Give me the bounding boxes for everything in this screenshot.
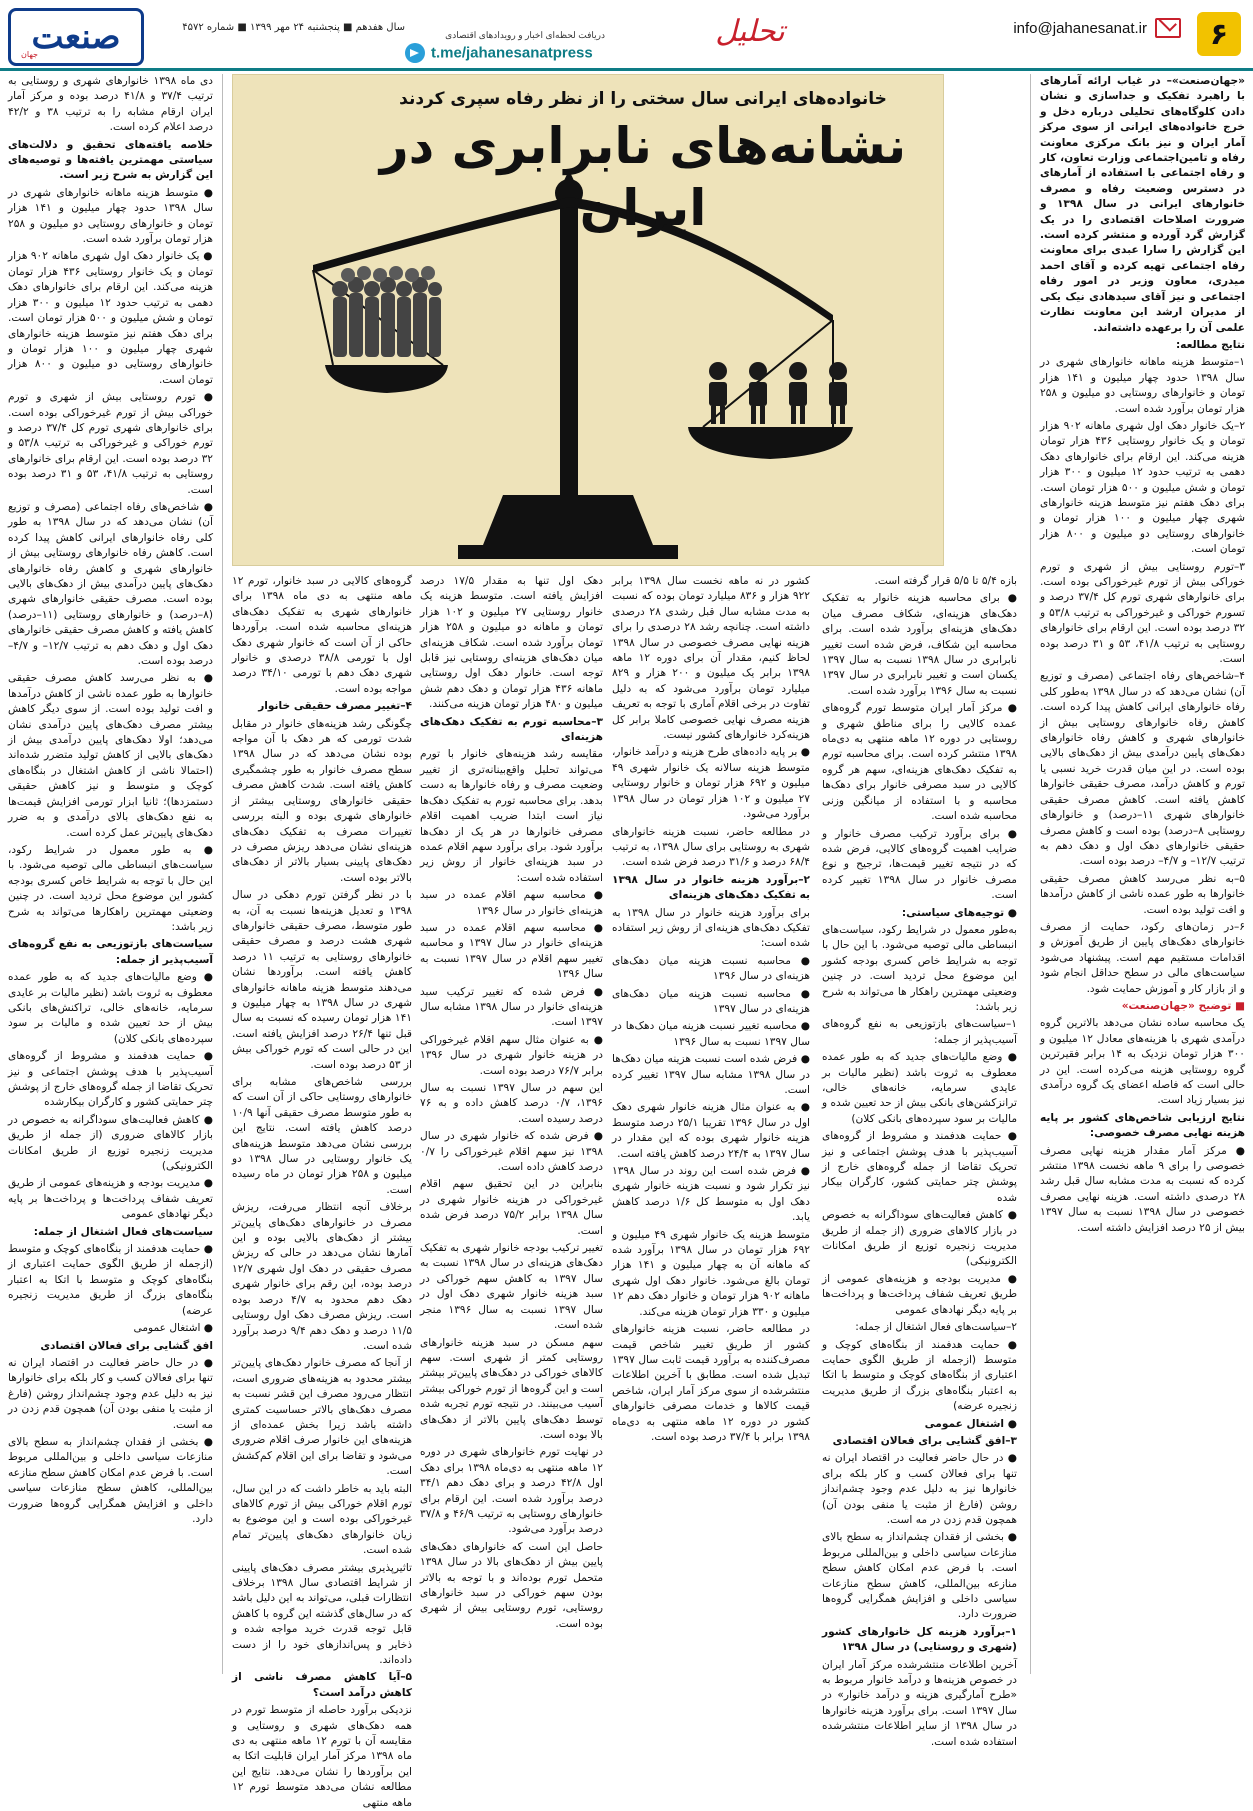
article-paragraph: ● محاسبه سهم اقلام عمده در سبد هزینه‌ای خانوار در سال ۱۳۹۷ و محاسبه تغییر سهم اقلام در سال ۱۳۹۷ نسبت به سال ۱۳۹۶: [420, 921, 603, 981]
email-contact[interactable]: [1013, 18, 1181, 38]
article-paragraph: ● محاسبه نسبت هزینه میان دهک‌های هزینه‌ای در سال ۱۳۹۷: [612, 987, 810, 1015]
article-paragraph: ● به نظر می‌رسد کاهش مصرف حقیقی خانوارها به طور عمده ناشی از کاهش درآمدها و افت تولید بوده است. از سوی دیگر کاهش بیشتر مصرف دهک‌های پایین درآمدی نشان می‌دهد؛ اولا دهک‌های پایین درآمدی بیش از دهک‌های بالایی از کاهش تولید متضرر شده‌اند (احتمالا ناشی از کاهش اشتغال در بنگاه‌های کوچک و متوسط و نیز کاهش حقیقی دستمزدها)؛ ثانیا ابزار تورمی افزایش قیمت‌ها به نفع دهک‌های بالای درآمدی و به ضرر دهک‌های پایین‌تر عمل کرده است.: [8, 672, 213, 839]
article-paragraph: ● بر پایه داده‌های طرح هزینه و درآمد خانوار، متوسط هزینه سالانه یک خانوار شهری ۴۹ میلیون و ۶۹۲ هزار تومان و خانوار روستایی ۲۷ میلیون و ۱۰۲ هزار تومان در سال ۱۳۹۸ برآورد می‌شود.: [612, 746, 810, 821]
column-1: [1040, 74, 1245, 1674]
article-paragraph: مقایسه رشد هزینه‌های خانوار با تورم می‌تواند تحلیل واقع‌بینانه‌تری از تغییر وضعیت مصرف و رفاه خانوارها به دست بدهد. برای محاسبه تورم به تفکیک دهک‌ها نیاز است ابتدا ضریب اهمیت اقلام مصرفی خانوارها در هر یک از دهک‌ها برآورد شود. برای برآورد سهم اقلام عمده در سبد هزینه‌ای خانوار از روش زیر استفاده شده است:: [420, 748, 603, 884]
column-4: [420, 574, 603, 1674]
article-paragraph: ● مدیریت بودجه و هزینه‌های عمومی از طریق تعریف شفاف پرداخت‌ها و پرداخت‌ها بر پایه دیگر نهادهای عمومی: [8, 1177, 213, 1221]
article-paragraph: ۳–محاسبه تورم به تفکیک دهک‌های هزینه‌ای: [420, 715, 603, 744]
column-divider: [222, 74, 223, 1674]
feature-illustration-box: [232, 74, 944, 566]
article-paragraph: چگونگی رشد هزینه‌های خانوار در مقابل شدت تورمی که هر دهک با آن مواجه بوده نشان می‌دهد که در سال ۱۳۹۸ سطح مصرف خانوار به طور چشمگیری کاهش یافته است. شدت کاهش مصرف حقیقی خانوارهای روستایی بیشتر از خانوارهای شهری بوده و البته بررسی تغییرات مصرف به تفکیک دهک‌های هزینه‌ای نشان می‌دهد ریزش مصرف در دهک‌های پایینی بسیار بالاتر از دهک‌های بالاتر بوده است.: [232, 717, 412, 884]
article-paragraph: ● تورم روستایی بیش از شهری و تورم خوراکی بیش از تورم غیرخوراکی بوده است. برای خانوارهای شهری تورم کل ۳۷/۴ درصد و تورم خوراکی و غیرخوراکی به ترتیب ۵۳/۸ و ۳۲ درصد بوده است. این ارقام برای خانوارهای روستایی به ترتیب ۴۱/۸، ۵۳ و ۳۱ درصد بوده است.: [8, 391, 213, 496]
article-paragraph: ● حمایت هدفمند و مشروط از گروه‌های آسیب‌پذیر با هدف پوشش اجتماعی و نیز تحریک تقاضا از جمله گروه‌های خارج از پوشش چتر حمایتی کشور، کارگران بیکار شده: [822, 1130, 1017, 1204]
telegram-caption: دریافت لحظه‌ای اخبار و رویدادهای اقتصادی: [445, 30, 605, 40]
logo-subtext: جهان: [21, 50, 38, 59]
crowd-left: [332, 277, 442, 357]
article-paragraph: سیاست‌های بازتوزیعی به نفع گروه‌های آسیب‌پذیر از جمله:: [8, 938, 213, 966]
article-paragraph: ● توجیه‌های سیاستی:: [901, 906, 1017, 919]
article-paragraph: دهک اول تنها به مقدار ۱۷/۵ درصد افزایش یافته است. متوسط هزینه یک خانوار روستایی ۲۷ میلیون و ۱۰۲ هزار تومان و ماهانه دو میلیون و ۲۵۸ هزار تومان برآورد شده است. شکاف هزینه‌ای میان دهک‌های هزینه‌ای روستایی نیز قابل توجه است. خانوار دهک اول روستایی ماهانه ۴۳۶ هزار تومان و دهک دهم شش میلیون و ۴۸۰ هزار تومان هزینه می‌کنند.: [420, 575, 604, 711]
article-paragraph: آخرین اطلاعات منتشرشده مرکز آمار ایران در خصوص هزینه‌ها و درآمد خانوار مربوط به «طرح آمارگیری هزینه و درآمد خانوار» در سال ۱۳۹۷ است. برای برآورد هزینه خانوارها در سال ۱۳۹۸ از سایر اطلاعات منتشرشده استفاده شده است.: [822, 1658, 1017, 1748]
article-paragraph: سیاست‌های فعال اشتغال از جمله:: [33, 1225, 213, 1238]
article-paragraph: در نهایت تورم خانوارهای شهری در دوره ۱۲ ماهه منتهی به دی‌ماه ۱۳۹۸ برای دهک اول ۴۲/۸ درصد و برای دهک دهم ۳۴/۱ درصد برآورد شده است. این ارقام برای خانوارهای روستایی به ترتیب ۴۶/۹ و ۳۷/۸ درصد برآورد می‌شود.: [420, 1446, 603, 1536]
article-paragraph: ● مدیریت بودجه و هزینه‌های عمومی از طریق تعریف شفاف پرداخت‌ها و پرداخت‌ها بر پایه دیگر نهادهای عمومی: [822, 1272, 1017, 1316]
article-paragraph: البته باید به خاطر داشت که در این سال، تورم اقلام خوراکی بیش از تورم کالاهای غیرخوراکی بوده است و این موضوع به زیان خانوارهای دهک‌های پایین‌تر تمام شده است.: [232, 1482, 412, 1557]
column-divider: [1030, 74, 1031, 1674]
section-title: تحلیل: [715, 14, 785, 49]
article-paragraph: ● به عنوان مثال هزینه خانوار شهری دهک اول در سال ۱۳۹۶ تقریبا ۲۵/۱ درصد متوسط هزینه خانوار شهری بوده که این مقدار در سال ۱۳۹۷ به ۲۴/۴ درصد کاهش یافته است.: [612, 1101, 810, 1160]
article-paragraph: خلاصه یافته‌های تحقیق و دلالت‌های سیاستی مهمترین یافته‌ها و توصیه‌های این گزارش به شرح زیر است.: [8, 138, 213, 182]
article-paragraph: ۵–آیا کاهش مصرف ناشی از کاهش درآمد است؟: [232, 1671, 412, 1699]
article-paragraph: ● بخشی از فقدان چشم‌انداز به سطح بالای منازعات سیاسی داخلی و بین‌المللی مربوط است. با فرض عدم امکان کاهش سطح منازعه بین‌المللی، کاهش سطح منازعات سیاسی داخلی و افزایش همگرایی گروه‌ها ضرورت دارد.: [822, 1531, 1017, 1621]
article-paragraph: ● وضع مالیات‌های جدید که به طور عمده معطوف به ثروت باشد (نظیر مالیات بر عایدی سرمایه، خانه‌های خالی، ترانزکشن‌های بانکی بیش از حد تعیین شده و مالیات بر سود سپرده‌های بانکی کلان): [821, 1051, 1017, 1125]
article-paragraph: ● شاخص‌های رفاه اجتماعی (مصرف و توزیع آن) نشان می‌دهد که در سال ۱۳۹۸ به طور کلی رفاه خانوارهای ایرانی کاهش پیدا کرده است. کاهش رفاه خانوارهای روستایی بیش از خانوارهای شهری و کاهش رفاه خانوارهای دهک‌های پایین درآمدی بیش از دهک‌های بالایی بوده است. مصرف حقیقی خانوارهای شهری (۸–درصد) و خانوارهای روستایی (۱۱–درصد) کاهش یافته و کاهش مصرف حقیقی خانوارهای دهک اول و دهک دهم به ترتیب ۱۲/۷– و ۴/۷– درصد بوده است.: [8, 500, 213, 668]
article-paragraph: بررسی شاخص‌های مشابه برای خانوارهای روستایی حاکی از آن است که به طور متوسط مصرف حقیقی آنها ۱۰/۹ درصد کاهش یافته است. نتایج این بررسی نشان می‌دهد متوسط هزینه‌های یک خانوار روستایی در سال ۱۳۹۸ دو میلیون و ۲۵۸ هزار تومان در ماه رسیده است.: [232, 1076, 412, 1196]
logo-wordmark: صنعت: [31, 17, 121, 57]
article-paragraph: ● محاسبه تغییر نسبت هزینه میان دهک‌ها در سال ۱۳۹۷ نسبت به سال ۱۳۹۶: [612, 1020, 810, 1048]
article-paragraph: افق گشایی برای فعالان اقتصادی: [40, 1339, 213, 1352]
article-paragraph: ● کاهش فعالیت‌های سوداگرانه به خصوص در بازار کالاهای ضروری (از جمله از طریق مدیریت زنجیره توزیع از طریق امکانات الکترونیکی): [8, 1113, 213, 1173]
article-paragraph: ● حمایت هدفمند از بنگاه‌های کوچک و متوسط (ازجمله از طریق الگوی حمایت اعتباری از بنگاه‌های کوچک و متوسط با اتکا به اعتبار بنگاه‌های بزرگ از طریق مدیریت زنجیره عرضه): [822, 1338, 1017, 1413]
article-paragraph: ۱–برآورد هزینه کل خانوارهای کشور (شهری و روستایی) در سال ۱۳۹۸: [822, 1625, 1017, 1654]
telegram-icon: [405, 43, 425, 63]
issue-info-text: سال هفدهم ■ پنجشنبه ۲۴ مهر ۱۳۹۹ ■ شماره ۴۵۷۲: [182, 22, 405, 33]
email-icon: [1155, 18, 1181, 38]
article-paragraph: ● یک خانوار دهک اول شهری ماهانه ۹۰۲ هزار تومان و یک خانوار روستایی ۴۳۶ هزار تومان هزینه می‌کند. این ارقام برای خانوارهای دهک دهمی به ترتیب حدود ۱۲ میلیون و ۳۰۰ هزار تومان و شش میلیون و ۵۰۰ هزار تومان است. برای دهک هفتم نیز متوسط هزینه خانوارهای شهری چهار میلیون و ۱۰۰ هزار تومان و خانوارهای روستایی دو میلیون و ۸۰۰ هزار تومان است.: [8, 250, 214, 386]
article-paragraph: ● متوسط هزینه ماهانه خانوارهای شهری در سال ۱۳۹۸ حدود چهار میلیون و ۱۴۱ هزار تومان و خانوارهای روستایی دو میلیون و ۲۵۸ هزار تومان برآورد شده است.: [8, 186, 214, 246]
article-paragraph: ● حمایت هدفمند و مشروط از گروه‌های آسیب‌پذیر با هدف پوشش اجتماعی و نیز تحریک تقاضا از جمله گروه‌های خارج از پوشش چتر حمایتی کشور و کارگران بیکارشده: [8, 1050, 213, 1109]
article-paragraph: در مطالعه حاضر، نسبت هزینه خانوارهای شهری به روستایی برای سال ۱۳۹۸، به ترتیب ۶۸/۴ درصد و ۳۱/۶ درصد فرض شده است.: [612, 825, 810, 869]
article-paragraph: ● به طور معمول در شرایط رکود، سیاست‌های انبساطی مالی توصیه می‌شود. با این حال با توجه به شرایط خاص کسری بودجه کشور این موضوع محل تردید است. در چنین وضعیتی مهمترین راهکارها می‌تواند به شرح زیر باشد:: [8, 843, 213, 933]
scale-pillar: [560, 200, 578, 500]
telegram-block[interactable]: [405, 30, 605, 63]
article-paragraph: بازه ۵/۴ تا ۵/۵ قرار گرفته است.: [874, 575, 1017, 587]
article-paragraph: ● حمایت هدفمند از بنگاه‌های کوچک و متوسط (ازجمله از طریق الگوی حمایت اعتباری از بنگاه‌های کوچک و متوسط با اتکا به اعتبار بنگاه‌های بزرگ از طریق مدیریت زنجیره عرضه): [8, 1243, 213, 1317]
column-5: [231, 574, 413, 1809]
article-paragraph: حاصل این است که خانوارهای دهک‌های پایین بیش از دهک‌های بالا در سال ۱۳۹۸ متحمل تورم بوده‌اند و با توجه به بالاتر بودن سهم خوراکی در سبد خانوارهای روستایی، تورم روستایی بیش از شهری بوده است.: [420, 1540, 603, 1630]
article-paragraph: یک محاسبه ساده نشان می‌دهد بالاترین گروه درآمدی شهری با هزینه‌های معادل ۱۲ میلیون و ۳۰۰ هزار تومان نزدیک به ۱۴ برابر فقیرترین گروه روستایی هزینه می‌کرده است. این در حالی است که فاصله اعضای یک گروه درآمدی نیز بسیار زیاد است.: [1040, 1017, 1245, 1107]
article-paragraph: متوسط هزینه یک خانوار شهری ۴۹ میلیون و ۶۹۲ هزار تومان در سال ۱۳۹۸ برآورد شده که ماهانه آن به چهار میلیون و ۱۴۱ هزار تومان بالغ می‌شود. خانوار دهک اول شهری ماهانه ۹۰۲ هزار تومان و خانوار دهک دهم ۱۲ میلیون و ۳۳۰ هزار تومان هزینه می‌کند.: [612, 1228, 810, 1318]
article-paragraph: با در نظر گرفتن تورم دهکی در سال ۱۳۹۸ و تعدیل هزینه‌ها نسبت به آن، به طور متوسط، مصرف حقیقی خانوارهای شهری هشت درصد و مصرف حقیقی خانوارهای روستایی به ترتیب ۱۱ درصد کاهش یافته است. برآوردها نشان می‌دهند متوسط هزینه ماهانه خانوارهای شهری در سال ۱۳۹۸ به چهار میلیون و ۱۴۱ هزار تومان رسیده که نسبت به سال قبل تنها ۲۶/۴ درصد افزایش یافته است. این در حالی است که تورم خوراکی بیش از ۵۳ درصد بوده است.: [232, 889, 412, 1071]
article-paragraph: ● اشتغال عمومی: [133, 1322, 213, 1335]
article-paragraph: ● محاسبه نسبت هزینه میان دهک‌های هزینه‌ای در سال ۱۳۹۶: [612, 954, 810, 983]
scale-plinth: [458, 545, 678, 559]
left-chain-1: [313, 270, 333, 365]
article-headline: نشانه‌های نابرابری در ایران: [379, 117, 907, 237]
article-paragraph: ۳–افق گشایی برای فعالان اقتصادی: [832, 1434, 1017, 1447]
article-paragraph: ۴–تغییر مصرف حقیقی خانوار: [258, 700, 412, 713]
scale-base: [483, 495, 653, 545]
email-text[interactable]: info@jahanesanat.ir: [1013, 19, 1147, 37]
article-paragraph: ۱–سیاست‌های بازتوزیعی به نفع گروه‌های آسیب‌پذیر از جمله:: [822, 1018, 1017, 1046]
article-paragraph: ● در حال حاضر فعالیت در اقتصاد ایران نه تنها برای فعالان کسب و کار بلکه برای خانوارها نیز به دلیل عدم وجود چشم‌انداز روشن (فارغ از مثبت یا منفی بودن آن) همچون قدم زدن در مه است.: [822, 1452, 1017, 1526]
article-paragraph: دی ماه ۱۳۹۸ خانوارهای شهری و روستایی به ترتیب ۳۷/۴ و ۴۱/۸ درصد بوده و مرکز آمار ایران ارقام مشابه را به ترتیب ۳۸ و ۴۲/۲ درصد اعلام کرده است.: [8, 75, 214, 134]
newspaper-logo: [8, 8, 144, 66]
article-paragraph: در مطالعه حاضر، نسبت هزینه خانوارهای کشور از طریق تغییر شاخص قیمت مصرف‌کننده به برآورد قیمت ثابت سال ۱۳۹۷ تبدیل شده است. مطابق با آخرین اطلاعات منتشرشده از سوی مرکز آمار ایران، شاخص قیمت کالاها و خدمات مصرفی خانوارهای کشور در دوره ۱۲ ماهه منتهی به دی‌ماه ۱۳۹۸ برابر با ۳۷/۴ درصد بوده است.: [612, 1323, 810, 1443]
figures-right: [709, 362, 847, 424]
article-paragraph: بنابراین در این تحقیق سهم اقلام غیرخوراکی در هزینه خانوار شهری در سال ۱۳۹۸ برابر ۷۵/۲ درصد فرض شده است.: [420, 1178, 604, 1237]
article-paragraph: برخلاف آنچه انتظار می‌رفت، ریزش مصرف در خانوارهای دهک‌های پایین‌تر بیشتر از دهک‌های بالایی بوده و این آمارها نشان می‌دهد در حالی که ریزش مصرف حقیقی در دهک اول شهری ۱۲/۷ درصد بوده، این رقم برای خانوار شهری دهک دهم محدود به ۴/۷ درصد بوده است. ریزش مصرف دهک اول روستایی ۱۱/۵ درصد و دهک دهم ۹/۴ درصد برآورد شده است.: [232, 1201, 413, 1352]
article-paragraph: ● فرض شده است نسبت هزینه میان دهک‌ها در سال ۱۳۹۸ مشابه سال ۱۳۹۷ تغییر کرده است.: [612, 1053, 810, 1096]
issue-info: [145, 22, 405, 33]
article-paragraph: ● محاسبه سهم اقلام عمده در سبد هزینه‌ای خانوار در سال ۱۳۹۶: [420, 889, 603, 917]
article-paragraph: تاثیرپذیری بیشتر مصرف دهک‌های پایینی از شرایط اقتصادی سال ۱۳۹۸ برخلاف انتظارات قبلی، می‌تواند به این دلیل باشد که در سال‌های گذشته این گروه با کاهش قابل توجه قدرت خرید مواجه شده و ذخایر و پس‌اندازهای خود را از دست داده‌اند.: [231, 1561, 412, 1667]
article-paragraph: ● در حال حاضر فعالیت در اقتصاد ایران نه تنها برای فعالان کسب و کار بلکه برای خانوارها نیز به دلیل عدم وجود چشم‌انداز روشن (فارغ از مثبت یا منفی بودن آن) همچون قدم زدن در مه است.: [8, 1356, 213, 1431]
right-pan: [688, 427, 853, 459]
article-paragraph: کشور در نه ماهه نخست سال ۱۳۹۸ برابر ۹۲۲ هزار و ۸۳۶ میلیارد تومان بوده که نسبت به مدت مشابه سال قبل رشدی ۲۸ درصدی داشته است. چنانچه رشد ۲۸ درصدی را برای هزینه نهایی مصرف خصوصی در سال ۱۳۹۸ لحاظ کنیم، مقدار آن برای دوره ۱۲ ماهه ۱۳۹۸ برابر یک میلیون و ۲۰۰ هزار و ۸۲۹ میلیارد تومان برآورد می‌شود که به دلیل تفاوت در برخی اقلام آماری با توجه به تعریف هزینه مصرف نهایی خصوصی کاملا برابر کل هزینه‌کرد خانوارهای کشور نیست.: [612, 575, 811, 742]
column-2: [821, 574, 1017, 1748]
article-paragraph: ● وضع مالیات‌های جدید که به طور عمده معطوف به ثروت باشد (نظیر مالیات بر عایدی سرمایه، خانه‌های خالی، تراکنش‌های بانکی بیش از حد تعیین شده و مالیات بر سود سپرده‌های بانکی کلان): [8, 971, 213, 1045]
left-pan: [325, 365, 448, 393]
article-paragraph: ● اشتغال عمومی: [924, 1417, 1017, 1430]
article-paragraph: ● برای برآورد ترکیب مصرف خانوار و ضرایب اهمیت گروه‌های کالایی، فرض شده که در نتیجه تغییر قیمت‌ها، ترجیح و نوع مصرف خانوار در سال ۱۳۹۸ تغییر کرده است.: [822, 827, 1017, 902]
article-paragraph: ۶–در زمان‌های رکود، حمایت از مصرف خانوارهای دهک‌های پایین از طریق آموزش و اقدامات مستقیم مهم است. پیشنهاد می‌شود سیاست‌های مالی در سطح حداقل انجام شود و از بازار کار و آموزش حمایت شود.: [1040, 920, 1245, 995]
article-paragraph: ۴–شاخص‌های رفاه اجتماعی (مصرف و توزیع آن) نشان می‌دهد که در سال ۱۳۹۸ به‌طور کلی رفاه خانوارهای ایرانی کاهش پیدا کرده است. کاهش رفاه خانوارهای روستایی بیش از خانوارهای شهری و کاهش رفاه خانوارهای دهک‌های پایین درآمدی بیش از دهک‌های بالایی بوده است. در این میان قدرت خرید نسبی یا تورم و کاهش درآمد، مصرف حقیقی خانوارها کاهش یافته است. کاهش مصرف حقیقی خانوارهای شهری ۱۱–درصد) و خانوارهای روستایی ۸–درصد) بوده است و کاهش مصرف حقیقی خانوارهای دهک اول و دهک دهم به ترتیب ۱۲/۷– و ۴/۷– درصد بوده است.: [1040, 670, 1246, 868]
article-paragraph: ● کاهش فعالیت‌های سوداگرانه به خصوص در بازار کالاهای ضروری (از جمله از طریق مدیریت زنجیره توزیع از طریق امکانات الکترونیکی): [822, 1209, 1017, 1268]
article-paragraph: ● مرکز آمار ایران متوسط تورم گروه‌های عمده کالایی را برای مناطق شهری و روستایی در دوره ۱۲ ماهه منتهی به دی‌ماه ۱۳۹۸ منتشر کرده است. برای محاسبه تورم به تفکیک دهک‌های هزینه‌ای، سهم هر گروه کالایی در سبد مصرفی خانوار برای دهک‌ها محاسبه و با استفاده از میانگین وزنی محاسبه شده است.: [822, 702, 1017, 823]
article-paragraph: به‌طور معمول در شرایط رکود، سیاست‌های انبساطی مالی توصیه می‌شود. با این حال با توجه به شرایط خاص کسری بودجه کشور این موضوع محل تردید است. در چنین وضعیتی مهمترین راهکار ها می‌تواند به شرح زیر باشد:: [822, 923, 1017, 1013]
article-paragraph: نتایج ارزیابی شاخص‌های کشور بر پایه هزینه نهایی مصرف خصوصی:: [1040, 1111, 1245, 1140]
article-paragraph: ● فرض شده که خانوار شهری در سال ۱۳۹۸ نیز سهم اقلام غیرخوراکی را ۰/۷ درصد کاهش داده است.: [420, 1130, 603, 1174]
article-paragraph: ۲–برآورد هزینه خانوار در سال ۱۳۹۸ به تفکیک دهک‌های هزینه‌ای: [612, 873, 810, 902]
article-paragraph: ■ توضیح «جهان‌صنعت»: [1121, 999, 1245, 1012]
article-paragraph: ● مرکز آمار مقدار هزینه نهایی مصرف خصوصی را برای ۹ ماهه نخست ۱۳۹۸ منتشر کرده که نسبت به مدت مشابه سال قبل رشد ۲۸ درصدی داشته است. هزینه نهایی مصرف خصوصی در سال ۱۳۹۸ نسبت به سال ۱۳۹۷ بیش از ۲۵ درصد افزایش داشته است.: [1040, 1144, 1245, 1234]
article-paragraph: ۳–تورم روستایی بیش از شهری و تورم خوراکی بیش از تورم غیرخوراکی بوده است. برای خانوارهای شهری تورم کل ۳۷/۴ درصد و تسورم خوراکی و غیرخوراکی به ترتیب ۵۳/۸ و ۳۲ درصد بوده است. این ارقام برای خانوارهای روستایی به ترتیب ۴۱/۸، ۵۳ و ۳۱ درصد بوده است.: [1040, 560, 1246, 666]
page-header: [0, 0, 1253, 71]
article-paragraph: ● برای محاسبه هزینه خانوار به تفکیک دهک‌های هزینه‌ای، شکاف مصرف میان دهک‌های هزینه‌ای برآورد شده است. برای محاسبه این شکاف، فرض شده است تغییر نابرابری در سال ۱۳۹۸ نسبت به سال ۱۳۹۷ یکسان است و تغییر نابرابری در سال ۱۳۹۷ نسبت به سال ۱۳۹۶ برآورد شده است.: [822, 592, 1017, 697]
article-paragraph: ۵–به نظر می‌رسد کاهش مصرف حقیقی خانوارها به طور عمده ناشی از کاهش درآمدها و افت تولید بوده است.: [1040, 872, 1245, 916]
article-paragraph: ● بخشی از فقدان چشم‌انداز به سطح بالای منازعات سیاسی داخلی و بین‌المللی مربوط است. با فرض عدم امکان کاهش سطح منازعه بین‌المللی، کاهش سطح منازعات سیاسی داخلی و افزایش همگرایی گروه‌ها ضرورت دارد.: [8, 1435, 213, 1525]
article-paragraph: برای برآورد هزینه خانوار در سال ۱۳۹۸ به تفکیک دهک‌های هزینه‌ای از روش زیر استفاده شده است:: [612, 906, 810, 950]
article-paragraph: ۲–سیاست‌های فعال اشتغال از جمله:: [855, 1321, 1017, 1334]
article-paragraph: ۲–یک خانوار دهک اول شهری ماهانه ۹۰۲ هزار تومان و یک خانوار روستایی ۴۳۶ هزار تومان هزینه می‌کند. این ارقام برای خانوارهای دهک دهمی به ترتیب حدود ۱۲ میلیون و ۳۰۰ هزار تومان و شش میلیون و ۵۰۰ هزار تومان است. برای دهک هفتم نیز متوسط هزینه خانوارهای شهری چهار میلیون و ۱۰۰ هزار تومان و خانوارهای روستایی دو میلیون و ۸۰۰ هزار تومان است.: [1040, 419, 1246, 556]
article-paragraph: گروه‌های کالایی در سبد خانوار، تورم ۱۲ ماهه منتهی به دی ماه ۱۳۹۸ برای خانوارهای شهری به تفکیک دهک‌های هزینه‌ای محاسبه شده است. برآوردها حاکی از آن است که خانوار شهری دهک اول با تورمی ۳۸/۸ درصدی و خانوار شهری دهک دهم با تورمی ۳۴/۱۰ درصد مواجه بوده است.: [232, 575, 412, 695]
article-paragraph: ۱–متوسط هزینه ماهانه خانوارهای شهری در سال ۱۳۹۸ حدود چهار میلیون و ۱۴۱ هزار تومان و خانوارهای روستایی دو میلیون و ۲۵۸ هزار تومان برآورد شده است.: [1040, 356, 1246, 415]
article-paragraph: «جهان‌صنعت»– در غیاب ارائه آمارهای با راهبرد تفکیک و جداسازی و نشان دادن کلوگاه‌های تحلیلی درباره دخل و خرج خانواده‌های ایرانی از سوی مرکز آمار ایران و نیز بانک مرکزی معاونت رفاه و تامین‌اجتماعی وزارت تعاون، کار و رفاه اجتماعی با استفاده از آمارهای در دسترس وضعیت رفاه و مصرف خانوارهای ایرانی در سال ۱۳۹۸ و ضرورت اصلاحات اقتصادی را در یک گزارش گرد آورده و منتشر کرده است. این گزارش را سارا عبدی برای معاونت رفاه اجتماعی تهیه کرده و آقای احمد میدری، معاون وزیر در امور رفاه اجتماعی و نیز آقای سیدهادی نیک یکی از مدیران ارشد این معاونت نظارت علمی آن را برعهده داشته‌اند.: [1040, 75, 1245, 334]
article-paragraph: نزدیکی برآورد حاصله از متوسط تورم در همه دهک‌های شهری و روستایی و مقایسه آن با تورم ۱۲ ماهه منتهی به دی ماه ۱۳۹۸ مرکز آمار ایران قابلیت اتکا به این برآوردها را نشان می‌دهد. نتایج این مطالعه نشان می‌دهد متوسط تورم ۱۲ ماهه منتهی: [232, 1704, 413, 1809]
page-number: ۶: [1197, 12, 1241, 56]
article-paragraph: از آنجا که مصرف خانوار دهک‌های پایین‌تر بیشتر محدود به هزینه‌های ضروری است، انتظار می‌رود مصرف این قشر نسبت به مصرف دهک‌های بالاتر حساسیت کمتری داشته باشد زیرا بخش عمده‌ای از هزینه‌های این خانوار صرف اقلام ضروری می‌شود و تقاضا برای این اقلام کم‌کشش است.: [232, 1357, 412, 1478]
article-paragraph: ● فرض شده است این روند در سال ۱۳۹۸ نیز تکرار شود و نسبت هزینه خانوار شهری دهک اول به متوسط کل ۱/۶ درصد کاهش یابد.: [612, 1165, 810, 1224]
article-paragraph: سهم مسکن در سبد هزینه خانوارهای روستایی کمتر از شهری است. سهم کالاهای خوراکی در دهک‌های پایین‌تر بیشتر است و این گروه‌ها از تورم خوراکی بیشتر آسیب می‌بینند. در نتیجه تورم تجربه شده توسط دهک‌های پایین بالاتر از دهک‌های بالا بوده است.: [420, 1336, 603, 1441]
article-kicker: خانواده‌های ایرانی سال سختی را از نظر رفاه سپری کردند: [399, 89, 887, 109]
article-paragraph: ● به عنوان مثال سهم اقلام غیرخوراکی در هزینه خانوار شهری در سال ۱۳۹۶ برابر ۷۶/۷ درصد بوده است.: [420, 1033, 603, 1077]
article-paragraph: ● فرض شده که تغییر ترکیب سبد هزینه‌ای خانوار در سال ۱۳۹۸ مشابه سال ۱۳۹۷ است.: [420, 985, 603, 1029]
column-3: [612, 574, 810, 1674]
telegram-link[interactable]: t.me/jahanesanatpress: [431, 44, 593, 62]
article-paragraph: تغییر ترکیب بودجه خانوار شهری به تفکیک دهک‌های هزینه‌ای در سال ۱۳۹۸ نسبت به سال ۱۳۹۷ به کاهش سهم خوراکی در سبد هزینه خانوار شهری دهک اول در سال ۱۳۹۷ نسبت به سال ۱۳۹۶ منجر شده است.: [420, 1242, 603, 1332]
article-paragraph: نتایج مطالعه:: [1175, 338, 1245, 351]
article-paragraph: این سهم در سال ۱۳۹۷ نسبت به سال ۱۳۹۶، ۰/۷ درصد کاهش داده و به ۷۶ درصد رسیده است.: [420, 1082, 603, 1125]
column-6: [8, 74, 213, 1674]
